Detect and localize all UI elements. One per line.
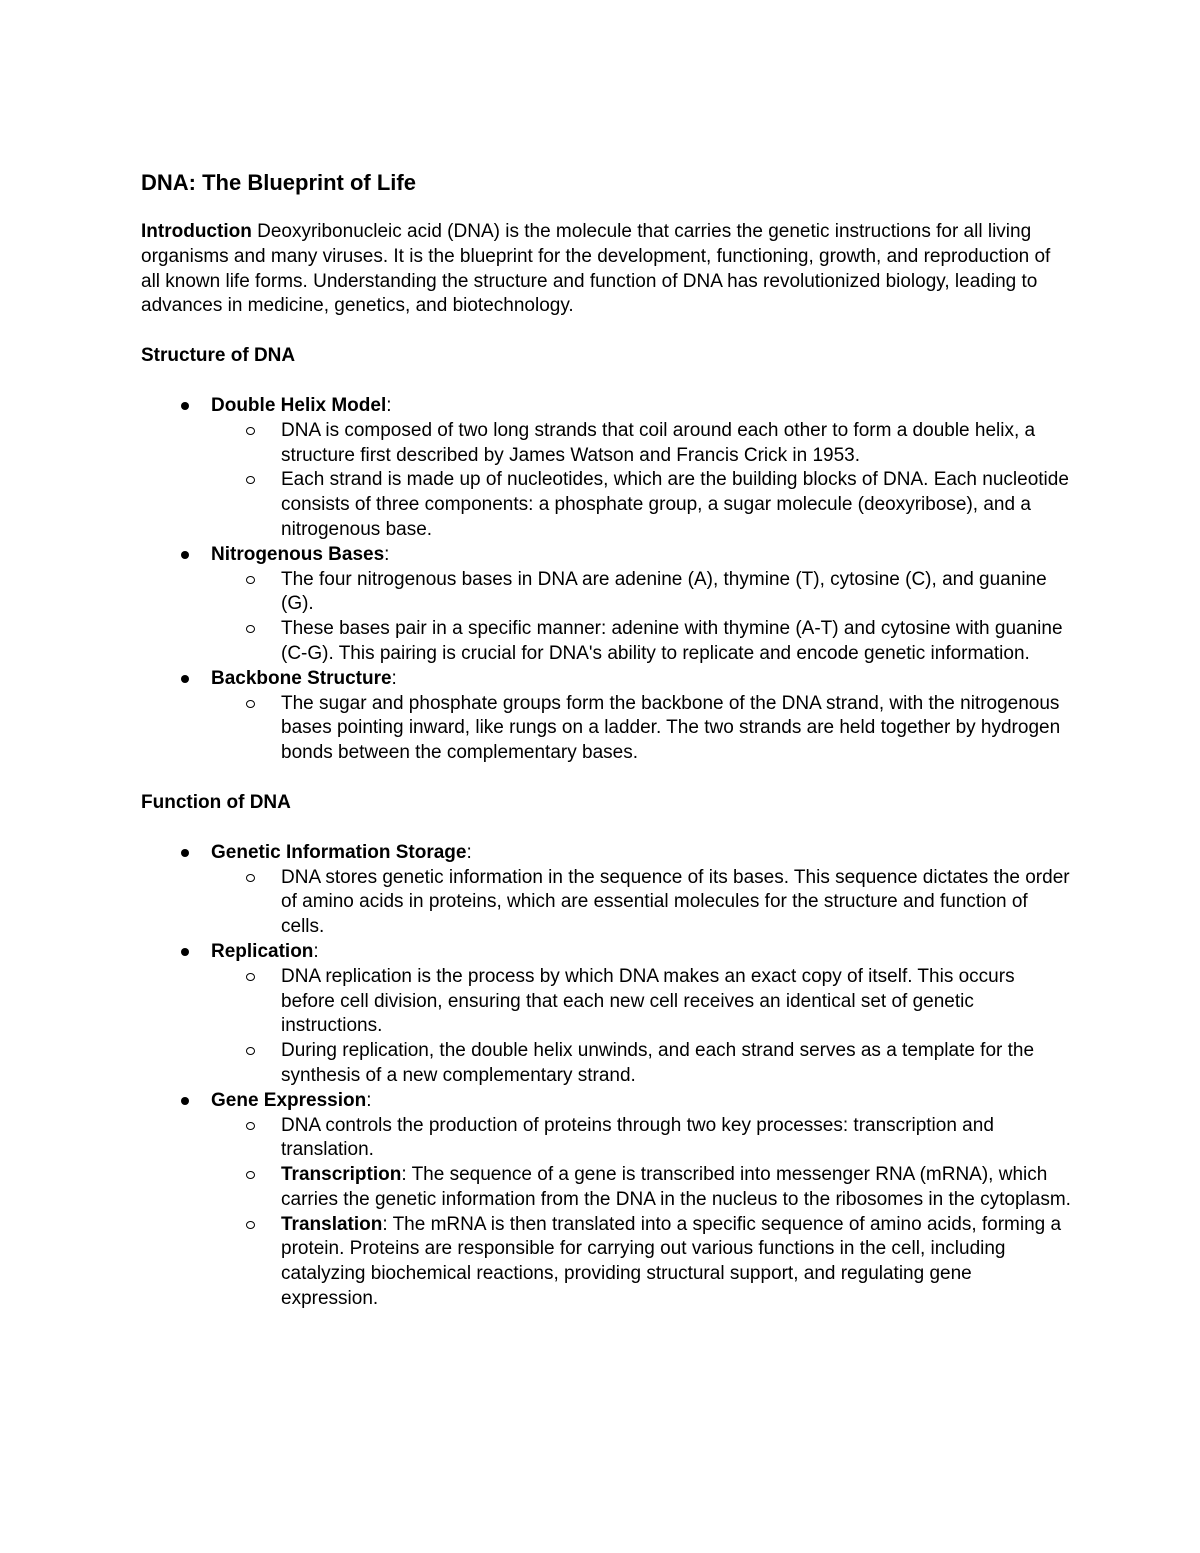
sub-item-label: Translation [281, 1213, 383, 1235]
item-suffix: : [366, 1089, 372, 1111]
sub-list-item [281, 1213, 1071, 1312]
sub-item-text: : The mRNA is then translated into a specific sequence of amino acids, forming a protein. Proteins are responsible for carrying out various functions in the cell, including catalyzing biochemical reactions, providing structural support, and regulating gene expression. [281, 1213, 1062, 1310]
sub-item-text: During replication, the double helix unwinds, and each strand serves as a template for the synthesis of a new complementary strand. [281, 1040, 1035, 1086]
sub-list [281, 965, 1071, 1089]
sub-item-text: DNA stores genetic information in the sequence of its bases. This sequence dictates the order of amino acids in proteins, which are essential molecules for the structure and function of cells. [281, 866, 1070, 938]
intro-text: Deoxyribonucleic acid (DNA) is the molecule that carries the genetic instructions for all living organisms and many viruses. It is the blueprint for the development, functioning, growth, and reproduction of all known life forms. Understanding the structure and function of DNA has revolutionized biology, leading to advances in medicine, genetics, and biotechnology. [141, 221, 1051, 317]
sub-list-item [281, 1114, 1071, 1164]
sub-item-text: These bases pair in a specific manner: adenine with thymine (A-T) and cytosine with guanine (C-G). This pairing is crucial for DNA's ability to replicate and encode genetic information. [281, 618, 1063, 664]
intro-paragraph [141, 220, 1071, 319]
item-suffix: : [386, 394, 392, 416]
list-item [141, 667, 1071, 766]
item-label: Replication [211, 940, 314, 962]
function-list [141, 841, 1071, 1312]
sub-item-text: : The sequence of a gene is transcribed into messenger RNA (mRNA), which carries the genetic information from the DNA in the nucleus to the ribosomes in the cytoplasm. [281, 1164, 1071, 1210]
item-label: Nitrogenous Bases [211, 543, 385, 565]
bullet-circle-icon [246, 1047, 255, 1055]
section-heading-function: Function of DNA [141, 791, 291, 813]
bullet-circle-icon [246, 973, 255, 981]
sub-list [281, 419, 1071, 543]
bullet-disc-icon [181, 849, 189, 857]
sub-item-text: DNA replication is the process by which DNA makes an exact copy of itself. This occurs before cell division, ensuring that each new cell receives an identical set of genetic instructions. [281, 965, 1015, 1037]
document-title: DNA: The Blueprint of Life [141, 170, 416, 195]
bullet-circle-icon [246, 1221, 255, 1229]
bullet-circle-icon [246, 427, 255, 435]
list-item [141, 1089, 1071, 1312]
sub-list-item [281, 866, 1071, 940]
bullet-disc-icon [181, 1097, 189, 1105]
sub-list-item [281, 965, 1071, 1039]
sub-list [281, 1114, 1071, 1312]
sub-list-item [281, 617, 1071, 667]
item-suffix: : [384, 543, 390, 565]
item-label: Double Helix Model [211, 394, 387, 416]
item-suffix: : [466, 841, 472, 863]
item-suffix: : [313, 940, 319, 962]
list-item [141, 940, 1071, 1089]
sub-list-item [281, 1039, 1071, 1089]
sub-list [281, 568, 1071, 667]
bullet-disc-icon [181, 948, 189, 956]
sub-item-text: DNA controls the production of proteins through two key processes: transcription and translation. [281, 1114, 994, 1161]
bullet-circle-icon [246, 700, 255, 708]
sub-item-text: The four nitrogenous bases in DNA are adenine (A), thymine (T), cytosine (C), and guanine (G). [281, 568, 1047, 615]
sub-list [281, 692, 1071, 766]
sub-list-item [281, 1163, 1071, 1213]
item-label: Gene Expression [211, 1089, 367, 1111]
sub-list [281, 866, 1071, 940]
section-heading-structure: Structure of DNA [141, 345, 296, 367]
sub-item-text: Each strand is made up of nucleotides, which are the building blocks of DNA. Each nucleotide consists of three components: a phosphate group, a sugar molecule (deoxyribose), and a nitrogenous base. [281, 469, 1069, 540]
sub-list-item [281, 568, 1071, 618]
list-item [141, 394, 1071, 543]
bullet-disc-icon [181, 402, 189, 410]
item-label: Genetic Information Storage [211, 841, 467, 863]
list-item [141, 841, 1071, 940]
structure-list [141, 394, 1071, 766]
item-suffix: : [391, 667, 397, 689]
bullet-disc-icon [181, 551, 189, 559]
item-label: Backbone Structure [211, 667, 392, 689]
sub-list-item [281, 468, 1071, 542]
bullet-circle-icon [246, 1122, 255, 1130]
bullet-disc-icon [181, 675, 189, 683]
sub-item-label: Transcription [281, 1164, 402, 1186]
bullet-circle-icon [246, 874, 255, 882]
bullet-circle-icon [246, 625, 255, 633]
sub-list-item [281, 419, 1071, 469]
sub-item-text: The sugar and phosphate groups form the backbone of the DNA strand, with the nitrogenous bases pointing inward, like rungs on a ladder. The two strands are held together by hydrogen bonds between the complementary bases. [281, 692, 1061, 764]
sub-list-item [281, 692, 1071, 766]
bullet-circle-icon [246, 576, 255, 584]
bullet-circle-icon [246, 476, 255, 484]
intro-label: Introduction [141, 221, 252, 242]
document-page [141, 168, 1071, 1312]
spacer [141, 319, 1071, 344]
sub-item-text: DNA is composed of two long strands that coil around each other to form a double helix, a structure first described by James Watson and Francis Crick in 1953. [281, 419, 1036, 466]
list-item [141, 543, 1071, 667]
bullet-circle-icon [246, 1171, 255, 1179]
